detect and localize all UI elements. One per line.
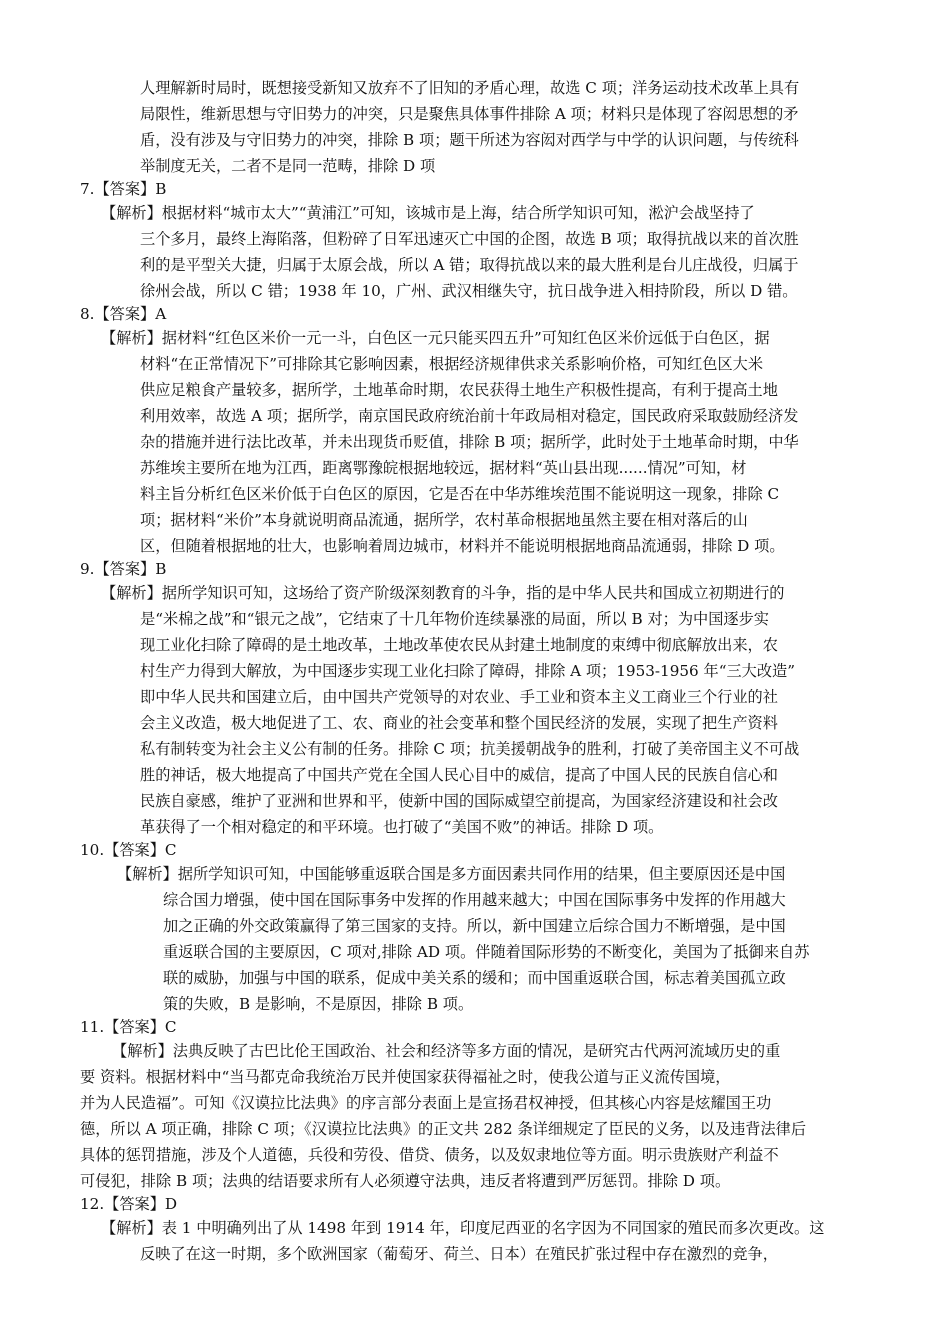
- text-line: 策的失败，B 是影响，不是原因，排除 B 项。: [163, 995, 474, 1013]
- text-line: 德，所以 A 项正确，排除 C 项；《汉谟拉比法典》的正文共 282 条详细规定了臣民的义务，以及违背法律后: [80, 1120, 807, 1138]
- text-line: 苏维埃主要所在地为江西，距离鄂豫皖根据地较远，据材料“英山县出现......情况”可知，材: [140, 459, 747, 477]
- text-line: 区，但随着根据地的壮大，也影响着周边城市，材料并不能说明根据地商品流通弱，排除 D 项。: [140, 537, 785, 555]
- text-line: 11.【答案】C: [80, 1018, 177, 1036]
- text-line: 【解析】据材料“红色区米价一元一斗，白色区一元只能买四五升”可知红色区米价远低于白色区，据: [101, 329, 770, 347]
- text-line: 【解析】表 1 中明确列出了从 1498 年到 1914 年，印度尼西亚的名字因为不同国家的殖民而多次更改。这: [101, 1219, 825, 1237]
- text-line: 会主义改造，极大地促进了工、农、商业的社会变革和整个国民经济的发展，实现了把生产资料: [140, 714, 778, 732]
- text-line: 反映了在这一时期，多个欧洲国家（葡萄牙、荷兰、日本）在殖民扩张过程中存在激烈的竞争，: [140, 1245, 778, 1263]
- text-line: 现工业化扫除了障碍的是土地改革，土地改革使农民从封建土地制度的束缚中彻底解放出来，农: [140, 636, 778, 654]
- text-line: 是“米棉之战”和“银元之战”，它结束了十几年物价连续暴涨的局面，所以 B 对；为中国逐步实: [140, 610, 769, 628]
- text-line: 加之正确的外交政策赢得了第三国家的支持。所以，新中国建立后综合国力不断增强，是中国: [163, 917, 786, 935]
- text-line: 【解析】据所学知识可知，中国能够重返联合国是多方面因素共同作用的结果，但主要原因还是中国: [117, 865, 786, 883]
- text-line: 人理解新时局时，既想接受新知又放弃不了旧知的矛盾心理，故选 C 项；洋务运动技术改革上具有: [140, 79, 800, 97]
- text-line: 7.【答案】B: [80, 180, 167, 198]
- text-line: 项；据材料“米价”本身就说明商品流通，据所学，农村革命根据地虽然主要在相对落后的山: [140, 511, 748, 529]
- text-line: 综合国力增强，使中国在国际事务中发挥的作用越来越大；中国在国际事务中发挥的作用越大: [163, 891, 786, 909]
- text-line: 【解析】法典反映了古巴比伦王国政治、社会和经济等多方面的情况，是研究古代两河流域历史的重: [112, 1042, 781, 1060]
- text-line: 10.【答案】C: [80, 841, 177, 859]
- text-line: 三个多月，最终上海陷落，但粉碎了日军迅速灭亡中国的企图，故选 B 项；取得抗战以来的首次胜: [140, 230, 799, 248]
- text-line: 联的威胁，加强与中国的联系，促成中美关系的缓和；而中国重返联合国，标志着美国孤立政: [163, 969, 786, 987]
- text-line: 局限性，维新思想与守旧势力的冲突，只是聚焦具体事件排除 A 项；材料只是体现了容闳思想的矛: [140, 105, 799, 123]
- text-line: 利用效率，故选 A 项；据所学，南京国民政府统治前十年政局相对稳定，国民政府采取鼓励经济发: [140, 407, 799, 425]
- text-line: 盾，没有涉及与守旧势力的冲突，排除 B 项；题干所述为容闳对西学与中学的认识问题，与传统科: [140, 131, 799, 149]
- text-line: 杂的措施并进行法比改革，并未出现货币贬值，排除 B 项；据所学，此时处于土地革命时期，中华: [140, 433, 799, 451]
- text-line: 供应足粮食产量较多，据所学，土地革命时期，农民获得土地生产积极性提高，有利于提高土地: [140, 381, 778, 399]
- text-line: 私有制转变为社会主义公有制的任务。排除 C 项；抗美援朝战争的胜利，打破了美帝国主义不可战: [140, 740, 800, 758]
- text-line: 重返联合国的主要原因，C 项对,排除 AD 项。伴随着国际形势的不断变化，美国为了抵御来自苏: [163, 943, 810, 961]
- text-line: 料主旨分析红色区米价低于白色区的原因，它是否在中华苏维埃范围不能说明这一现象，排除 C: [140, 485, 780, 503]
- text-line: 胜的神话，极大地提高了中国共产党在全国人民心目中的威信，提高了中国人民的民族自信心和: [140, 766, 778, 784]
- text-line: 革获得了一个相对稳定的和平环境。也打破了“美国不败”的神话。排除 D 项。: [140, 818, 664, 836]
- text-line: 9.【答案】B: [80, 560, 167, 578]
- text-line: 12.【答案】D: [80, 1195, 178, 1213]
- text-line: 材料“在正常情况下”可排除其它影响因素，根据经济规律供求关系影响价格，可知红色区大米: [140, 355, 764, 373]
- text-line: 8.【答案】A: [80, 305, 167, 323]
- text-line: 具体的惩罚措施，涉及个人道德，兵役和劳役、借贷、债务，以及奴隶地位等方面。明示贵族财产利益不: [80, 1146, 779, 1164]
- text-line: 要 资料。根据材料中“当马都克命我统治万民并使国家获得福祉之时，使我公道与正义流传国境，: [80, 1068, 731, 1086]
- text-line: 举制度无关，二者不是同一范畴，排除 D 项: [140, 157, 436, 175]
- text-line: 可侵犯，排除 B 项；法典的结语要求所有人必须遵守法典，违反者将遭到严厉惩罚。排除 D 项。: [80, 1172, 731, 1190]
- text-line: 利的是平型关大捷，归属于太原会战，所以 A 错；取得抗战以来的最大胜利是台儿庄战役，归属于: [140, 256, 799, 274]
- text-line: 徐州会战，所以 C 错；1938 年 10，广州、武汉相继失守，抗日战争进入相持阶段，所以 D 错。: [140, 282, 798, 300]
- text-line: 并为人民造福”。可知《汉谟拉比法典》的序言部分表面上是宣扬君权神授，但其核心内容是炫耀国王功: [80, 1094, 772, 1112]
- text-line: 【解析】根据材料“城市太大”“黄浦江”可知，该城市是上海，结合所学知识可知，淞沪会战坚持了: [101, 204, 755, 222]
- text-line: 【解析】据所学知识可知，这场给了资产阶级深刻教育的斗争，指的是中华人民共和国成立初期进行的: [101, 584, 785, 602]
- text-line: 民族自豪感，维护了亚洲和世界和平，使新中国的国际威望空前提高，为国家经济建设和社会改: [140, 792, 778, 810]
- text-line: 即中华人民共和国建立后，由中国共产党领导的对农业、手工业和资本主义工商业三个行业的社: [140, 688, 778, 706]
- text-line: 村生产力得到大解放，为中国逐步实现工业化扫除了障碍，排除 A 项；1953-1956 年“三大改造”: [140, 662, 795, 680]
